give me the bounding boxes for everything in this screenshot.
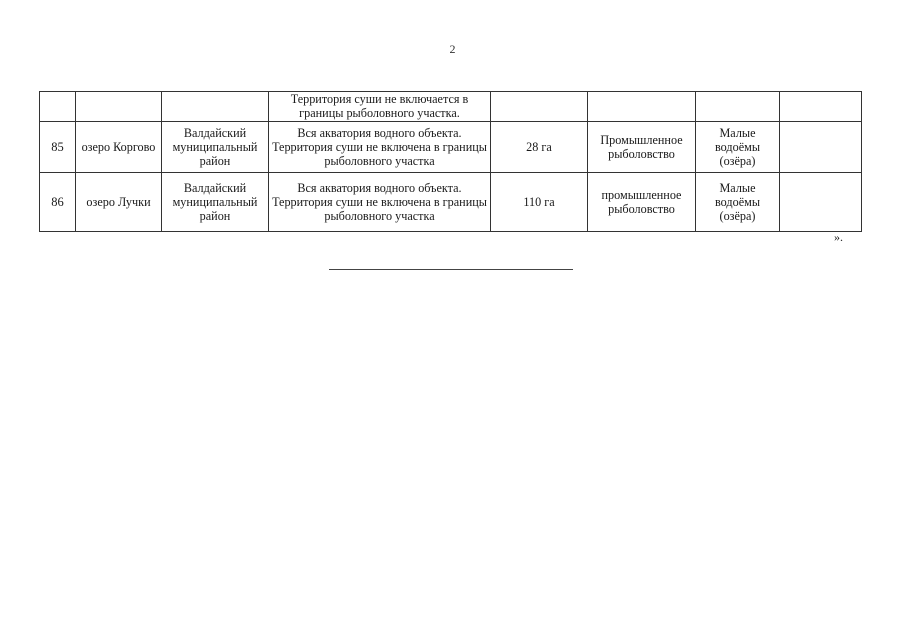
cell-name: озеро Коргово bbox=[76, 122, 162, 173]
cell-area bbox=[491, 92, 588, 122]
cell-water-category: Малые водоёмы (озёра) bbox=[696, 173, 780, 232]
cell-name: озеро Лучки bbox=[76, 173, 162, 232]
cell-number bbox=[40, 92, 76, 122]
cell-area: 28 га bbox=[491, 122, 588, 173]
cell-description: Вся акватория водного объекта. Территория суши не включена в границы рыболовного участка bbox=[269, 173, 491, 232]
table-row-continuation bbox=[40, 92, 862, 122]
cell-extra bbox=[780, 92, 862, 122]
cell-area: 110 га bbox=[491, 173, 588, 232]
table-row bbox=[40, 122, 862, 173]
cell-district: Валдайский муниципальный район bbox=[162, 173, 269, 232]
cell-fishing-type: Промышленное рыболовство bbox=[588, 122, 696, 173]
fishing-areas-table bbox=[39, 91, 862, 232]
table-row bbox=[40, 173, 862, 232]
cell-number: 85 bbox=[40, 122, 76, 173]
cell-water-category bbox=[696, 92, 780, 122]
cell-extra bbox=[780, 122, 862, 173]
cell-district bbox=[162, 92, 269, 122]
cell-description: Территория суши не включается в границы рыболовного участка. bbox=[269, 92, 491, 122]
cell-number: 86 bbox=[40, 173, 76, 232]
cell-extra bbox=[780, 173, 862, 232]
cell-fishing-type bbox=[588, 92, 696, 122]
page-number: 2 bbox=[449, 42, 456, 56]
closing-quote-mark: ». bbox=[834, 230, 843, 244]
end-of-document-line bbox=[329, 269, 573, 270]
cell-fishing-type: промышленное рыболовство bbox=[588, 173, 696, 232]
cell-water-category: Малые водоёмы (озёра) bbox=[696, 122, 780, 173]
cell-name bbox=[76, 92, 162, 122]
cell-description: Вся акватория водного объекта. Территория суши не включена в границы рыболовного участка bbox=[269, 122, 491, 173]
cell-district: Валдайский муниципальный район bbox=[162, 122, 269, 173]
